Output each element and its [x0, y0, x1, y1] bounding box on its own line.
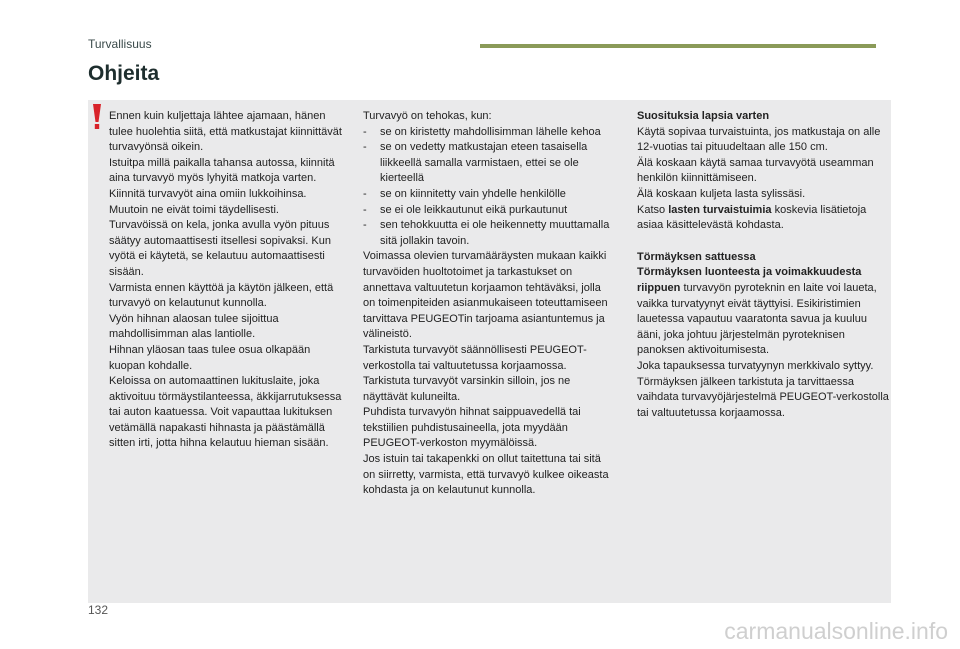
page-number: 132	[88, 603, 109, 617]
safety-column-1	[109, 109, 345, 452]
paragraph: Ennen kuin kuljettaja lähtee ajamaan, hänen tulee huolehtia siitä, että matkustajat kiinnittävät turvavyönsä oikein.	[109, 110, 342, 154]
conditions-intro: Turvavyö on tehokas, kun:	[363, 110, 492, 122]
condition-text: se ei ole leikkautunut eikä purkautunut	[380, 203, 568, 216]
safety-column-2	[363, 109, 613, 499]
paragraph: Istuitpa millä paikalla tahansa autossa, kiinnitä aina turvavyö myös lyhyitä matkoja varten.	[109, 156, 335, 185]
condition-item: - se on vedetty matkustajan eteen tasaisella liikkeellä samalla varmistaen, ettei se ole kierteellä	[363, 140, 613, 187]
paragraph: Muutoin ne eivät toimi täydellisesti.	[109, 203, 279, 216]
paragraph: Kiinnitä turvavyöt aina omiin lukkoihinsa.	[109, 187, 307, 200]
paragraph: Vyön hihnan alaosan tulee sijoittua mahdollisimman alas lantiolle.	[109, 312, 279, 341]
paragraph: Turvavöissä on kela, jonka avulla vyön pituus säätyy automaattisesti itsellesi sopivaksi. Kun vyötä ei käytetä, se kelautuu automaattisesti sisään.	[109, 219, 331, 278]
paragraph: Keloissa on automaattinen lukituslaite, joka aktivoituu törmäystilanteessa, äkkijarrutuksessa tai auton kaatuessa. Voit vapauttaa lukituksen vetämällä napakasti hihnasta ja päästämällä sitten irti, jotta hihna kelautuu hieman sisään.	[109, 375, 342, 450]
condition-text: se on kiinnitetty vain yhdelle henkilölle	[380, 187, 566, 200]
section-label: Turvallisuus	[88, 37, 152, 51]
condition-item: - se on kiinnitetty vain yhdelle henkilölle	[363, 187, 613, 203]
condition-item: - se ei ole leikkautunut eikä purkautunut	[363, 203, 613, 219]
children-heading: Suosituksia lapsia varten	[637, 110, 770, 122]
paragraph: Puhdista turvavyön hihnat saippuavedellä tai tekstiilien puhdistusaineella, jota myydään PEUGEOT-verkoston myymälöissä.	[363, 406, 581, 450]
child-seat-reference: Katso lasten turvaistuimia koskevia lisätietoja asiaa käsittelevästä kohdasta.	[637, 203, 867, 232]
page-title: Ohjeita	[88, 62, 160, 85]
condition-text: se on kiristetty mahdollisimman lähelle kehoa	[380, 125, 601, 138]
paragraph: Voimassa olevien turvamääräysten mukaan kaikki turvavöiden huoltotoimet ja tarkastukset on annettava valtuutetun korjaamon tehtäväksi, jolla on toimenpiteiden asianmukaiseen toteuttamiseen tarvittava PEUGEOTin tarjoama asiantuntemus ja välineistö.	[363, 250, 608, 341]
header-rule	[480, 44, 876, 48]
paragraph: Varmista ennen käyttöä ja käytön jälkeen, että turvavyö on kelautunut kunnolla.	[109, 281, 334, 310]
paragraph: Joka tapauksessa turvatyynyn merkkivalo syttyy.	[637, 359, 874, 372]
paragraph: Älä koskaan kuljeta lasta sylissäsi.	[637, 187, 806, 200]
paragraph: Jos istuin tai takapenkki on ollut taitettuna tai sitä on siirretty, varmista, että turvavyö kulkee oikeasta kohdasta ja on kelautunut kunnolla.	[363, 453, 609, 497]
condition-item: - sen tehokkuutta ei ole heikennetty muuttamalla sitä jollakin tavoin.	[363, 218, 613, 249]
safety-column-3	[637, 109, 889, 421]
paragraph: Käytä sopivaa turvaistuinta, jos matkustaja on alle 12-vuotias tai pituudeltaan alle 150 cm.	[637, 125, 881, 154]
collision-paragraph: Törmäyksen luonteesta ja voimakkuudesta riippuen turvavyön pyroteknin en laite voi laueta, vaikka turvatyynyt eivät täyttyisi. Esikiristimien lauetessa vapautuu vaaratonta savua ja kuuluu ääni, joka johtuu järjestelmän pyroteknisen panoksen aktivoitumisesta.	[637, 266, 877, 357]
exclamation-warning-icon	[92, 104, 102, 130]
condition-text: sen tehokkuutta ei ole heikennetty muuttamalla sitä jollakin tavoin.	[380, 219, 610, 247]
collision-heading: Törmäyksen sattuessa	[637, 250, 756, 263]
child-seat-link-text: lasten turvaistuimia	[668, 203, 772, 216]
watermark: carmanualsonline.info	[724, 618, 948, 644]
paragraph: Törmäyksen jälkeen tarkistuta ja tarvittaessa vaihdata turvavyöjärjestelmä PEUGEOT-verkostolla tai valtuutetussa korjaamossa.	[637, 375, 889, 419]
condition-item: - se on kiristetty mahdollisimman lähelle kehoa	[363, 125, 613, 141]
paragraph: Hihnan yläosan taas tulee osua olkapään kuopan kohdalle.	[109, 343, 311, 372]
paragraph: Tarkistuta turvavyöt säännöllisesti PEUGEOT-verkostolla tai valtuutetussa korjaamossa. Tarkistuta turvavyöt varsinkin silloin, jos ne näyttävät kuluneilta.	[363, 343, 587, 403]
paragraph: Älä koskaan käytä samaa turvavyötä useamman henkilön kiinnittämiseen.	[637, 156, 874, 185]
condition-text: se on vedetty matkustajan eteen tasaisella liikkeellä samalla varmistaen, ettei se ole kierteellä	[380, 141, 588, 185]
